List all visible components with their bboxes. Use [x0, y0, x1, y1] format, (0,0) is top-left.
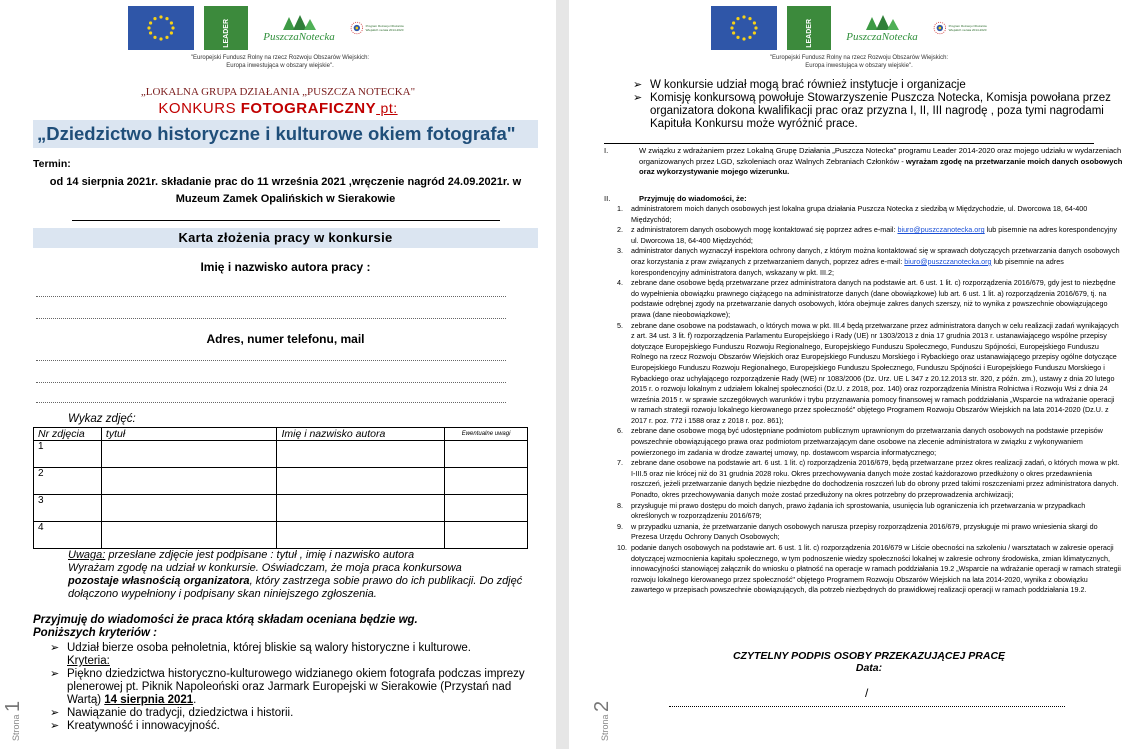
gdpr-item: 3. administrator danych wyznaczył inspektora ochrony danych, z którym można kontaktować się w sprawach dotyczących przetwarzania danych osobowych oraz korzystania z praw związanych z przetwarzaniem danych, poprzez adres e-mail: biuro@puszczanotecka.org lub pisemnie na adres korespondencyjny administratora danych, wskazany w pkt. III.2;	[617, 246, 1120, 277]
criteria-label: Kryteria:	[67, 655, 110, 667]
term-label: Termin:	[33, 158, 71, 170]
table-row	[34, 441, 528, 468]
prow-star-icon	[350, 15, 364, 41]
address-field-3[interactable]	[36, 402, 506, 403]
cell[interactable]	[277, 522, 445, 549]
gdpr-item: 2. z administratorem danych osobowych mogę kontaktować się poprzez adres e-mail: biuro@puszczanotecka.org lub pisemnie na adres korespondencyjny ul. Dworcowa 18, 64-400 Międzychód;	[617, 225, 1117, 245]
gdpr-list	[617, 204, 1121, 596]
logo-strip	[128, 6, 406, 52]
tree-icon	[862, 13, 902, 31]
fund-caption: "Europejski Fundusz Rolny na rzecz Rozwoju Obszarów Wiejskich: Europa inwestująca w obszary wiejskie".	[190, 55, 370, 69]
contest-dates: od 14 sierpnia 2021r. składanie prac do 11 września 2021 ,wręczenie nagród 24.09.2021r. w Muzeum Zamek Opalińskich w Sierakowie	[49, 176, 522, 205]
photo-list-table	[33, 427, 528, 549]
gdpr-item: 10. podanie danych osobowych na podstawie art. 6 ust. 1 lit. c) rozporządzenia 2016/679 w Liście obecności na szkoleniu / warsztatach w zakresie operacji dotyczącej wzmocnienia kapitału społecznego, w tym podnoszenie wiedzy społeczności lokalnej w zakresie ochrony środowiska, zmian klimatycznych, innowacyjności stanowiącej załącznik do wniosku o płatność na operacje w ramach poddziałania 19.2 „Wsparcie na wdrażanie operacji w ramach strategii rozwoju lokalnego kierowanego przez społeczność" objętego Programem Rozwoju Obszarów Wiejskich na lata 2014-2020, wynika z obowiązku zawartego w przepisach powszechnie obowiązujących, dla potrzeb niezbędnych do prawidłowej realizacji operacji w ramach poddziałania 19.2.	[617, 543, 1121, 595]
cell[interactable]	[445, 495, 528, 522]
page-2	[569, 0, 1129, 749]
signature-field[interactable]	[669, 706, 1065, 707]
cell[interactable]	[445, 441, 528, 468]
table-row	[34, 468, 528, 495]
tree-icon	[279, 13, 319, 31]
page-1	[0, 0, 556, 749]
table-row	[34, 495, 528, 522]
col-header: Imię i nazwisko autora	[277, 428, 445, 441]
consent-bold: pozostaje własnością organizatora	[68, 575, 250, 587]
criteria-list-1	[50, 642, 540, 655]
gdpr-item: 4. zebrane dane osobowe będą przetwarzane przez administratora danych na podstawie art. 6 ust. 1 lit. c) rozporządzenia 2016/679, gdy jest to niezbędne do wypełnienia obowiązku prawnego ciążącego na administratorze danych (dane obowiązkowe) lub art. 6 ust. 1 lit. a) rozporządzenia 2016/679, tj. na podstawie odrębnej zgody na przetwarzanie danych osobowych, która obejmuje zakres danych szerszy, niż to wynika z powszechnie obowiązującego prawa (dane nieobowiązkowe);	[617, 278, 1116, 319]
list-item: ➢ Piękno dziedzictwa historyczno-kulturowego widzianego okiem fotografa podczas imprezy plenerowej pt. Piknik Napoleoński oraz Jarmark Europejski w Sierakowie (Przystań nad Wartą) 14 sierpnia 2021.	[50, 668, 530, 707]
logo-strip	[711, 6, 989, 52]
address-field[interactable]	[36, 360, 506, 361]
page-number: Strona 1	[2, 700, 24, 741]
puszcza-notecka-logo: PuszczaNotecka	[258, 6, 340, 50]
list-item: ➢ Kreatywność i innowacyjność.	[50, 720, 530, 733]
gdpr-heading: II. Przyjmuję do wiadomości, że:	[604, 194, 747, 203]
divider	[604, 143, 1094, 144]
participation-list	[633, 79, 1121, 131]
prow-star-icon	[933, 15, 947, 41]
cell[interactable]	[101, 495, 277, 522]
email-link[interactable]: biuro@puszczanotecka.org	[897, 225, 985, 235]
address-field-2[interactable]	[36, 382, 506, 383]
eu-flag-logo	[711, 6, 777, 50]
cell[interactable]	[445, 522, 528, 549]
email-link[interactable]: biuro@puszczanotecka.org	[904, 256, 992, 266]
contest-heading: KONKURS FOTOGRAFICZNY pt:	[158, 100, 398, 117]
cell[interactable]	[445, 468, 528, 495]
col-header: Nr zdjęcia	[34, 428, 102, 441]
table-row	[34, 522, 528, 549]
list-item: ➢ Nawiązanie do tradycji, dziedzictwa i historii.	[50, 707, 530, 720]
date-slash: /	[865, 686, 869, 700]
cell[interactable]	[277, 441, 445, 468]
list-item: ➢ Komisję konkursową powołuje Stowarzyszenie Puszcza Notecka, Komisja powołana przez organizatora dokona kwalifikacji prac oraz przyzna I, II, III nagrodę , poza tymi nagrodami Kapituła Konkursu może wyróżnić prace.	[633, 92, 1121, 131]
address-label: Adres, numer telefonu, mail	[206, 332, 365, 346]
cell[interactable]	[101, 522, 277, 549]
fund-caption: "Europejski Fundusz Rolny na rzecz Rozwoju Obszarów Wiejskich: Europa inwestująca w obszary wiejskie".	[769, 55, 949, 69]
cell[interactable]	[101, 441, 277, 468]
author-name-field[interactable]	[36, 296, 506, 297]
gdpr-item: 9. w przypadku uznania, że przetwarzanie danych osobowych narusza przepisy rozporządzenia 2016/679, przysługuje mi prawo wniesienia skargi do Prezesa Urzędu Ochrony Danych Osobowych;	[617, 521, 1098, 542]
leader-logo: LEADER	[787, 6, 831, 50]
page-number: Strona 2	[591, 700, 613, 741]
row-number: 3	[34, 495, 102, 522]
prow-logo: Program Rozwoju Obszarów Wiejskich na lata 2014-2020	[350, 6, 406, 50]
leader-logo: LEADER	[204, 6, 248, 50]
table-header-row	[34, 428, 528, 441]
gdpr-item: 8. przysługuje mi prawo dostępu do moich danych, prawo żądania ich sprostowania, usunięcia lub ograniczenia ich przetwarzania w przypadkach określonych w rozporządzeniu 2016/679;	[617, 500, 1086, 521]
criteria-list-2	[50, 668, 530, 733]
author-name-field-2[interactable]	[36, 318, 506, 319]
row-number: 1	[34, 441, 102, 468]
prow-logo: Program Rozwoju Obszarów Wiejskich na lata 2014-2020	[933, 6, 989, 50]
puszcza-notecka-logo: PuszczaNotecka	[841, 6, 923, 50]
list-item: ➢ Udział bierze osoba pełnoletnia, której bliskie są walory historyczne i kulturowe.	[50, 642, 540, 655]
cell[interactable]	[277, 495, 445, 522]
lgd-name: „LOKALNA GRUPA DZIAŁANIA „PUSZCZA NOTECKA"	[140, 86, 416, 98]
consent-text: Wyrażam zgodę na udział w konkursie. Oświadczam, że moja praca konkursowa	[68, 562, 462, 574]
row-number: 2	[34, 468, 102, 495]
note-text: przesłane zdjęcie jest podpisane : tytuł , imię i nazwisko autora	[105, 549, 415, 561]
criteria-intro: Przyjmuję do wiadomości że praca którą składam oceniana będzie wg. Poniższych kryteriów :	[33, 614, 418, 639]
author-name-label: Imię i nazwisko autora pracy :	[200, 260, 371, 274]
contest-title: „Dziedzictwo historyczne i kulturowe okiem fotografa"	[33, 120, 538, 148]
eu-flag-logo	[128, 6, 194, 50]
cell[interactable]	[101, 468, 277, 495]
consent-text-2: , który zastrzega sobie prawo do ich publikacji. Do zdjęć dołączono wypełniony i podpisany skan niniejszego zgłoszenia.	[68, 575, 523, 600]
gdpr-item: 1. administratorem moich danych osobowych jest lokalna grupa działania Puszcza Notecka z siedzibą w Międzychodzie, ul. Dworcowa 18, 64-400 Międzychód;	[617, 204, 1088, 224]
note-paragraph	[68, 549, 538, 601]
col-header: Ewentualne uwagi	[445, 428, 528, 441]
signature-block: CZYTELNY PODPIS OSOBY PRZEKAZUJĄCEJ PRACĘ Data:	[732, 650, 1006, 674]
cell[interactable]	[277, 468, 445, 495]
note-label: Uwaga:	[68, 549, 106, 561]
gdpr-item: 7. zebrane dane osobowe na podstawie art. 6 ust. 1 lit. c) rozporządzenia 2016/679, będą przetwarzane przez okres realizacji zadań, o których mowa w pkt. I-III.5 oraz nie krócej niż do 31 grudnia 2028 roku. Okres przechowywania danych może zostać każdorazowo przedłużony o okres przedawnienia roszczeń, jeżeli przetwarzanie danych będzie niezbędne do dochodzenia roszczeń lub do obrony przed takimi roszczeniami przez administratora danych. Ponadto, okres przechowywania danych może zostać przedłużony na okres potrzebny do przeprowadzenia archiwizacji;	[617, 458, 1120, 500]
row-number: 4	[34, 522, 102, 549]
divider	[72, 220, 500, 221]
consent-section: I. W związku z wdrażaniem przez Lokalną Grupę Działania „Puszcza Notecka" programu Leader 2014-2020 oraz mojego udziału w wydarzeniach organizowanych przez LGD, szkoleniach oraz Walnych Zebraniach Członków - wyrażam zgodę na przetwarzanie moich danych osobowych oraz wykorzystywanie mojego wizerunku.	[604, 146, 1123, 177]
card-title: Karta złożenia pracy w konkursie	[33, 228, 538, 248]
gdpr-item: 6. zebrane dane osobowe mogą być udostępniane podmiotom publicznym uprawnionym do przetwarzania danych osobowych na podstawie przepisów powszechnie obowiązującego prawa oraz podmiotom przetwarzającym dane osobowe na zlecenie administratora w związku z wykonywaniem powierzonego im zadania w drodze zawartej umowy, np. dostawcom wsparcia informatycznego;	[617, 426, 1103, 457]
col-header: tytuł	[101, 428, 277, 441]
photo-list-label: Wykaz zdjęć:	[68, 413, 136, 425]
list-item: ➢ W konkursie udział mogą brać również instytucje i organizacje	[633, 79, 1121, 92]
gdpr-item: 5. zebrane dane osobowe na podstawach, o których mowa w pkt. III.4 będą przetwarzane przez administratora danych w celu realizacji zadań wynikających z art. 34 ust. 3 lit. f) rozporządzenia Parlamentu Europejskiego i Rady (UE) nr 1303/2013 z dnia 17 grudnia 2013 r. ustanawiającego wspólne przepisy dotyczące Europejskiego Funduszu Rozwoju Regionalnego, Europejskiego Funduszu Społecznego, Funduszu Spójności, Europejskiego Funduszu Rolnego na rzecz Rozwoju Obszarów Wiejskich oraz Europejskiego Funduszu Morskiego i Rybackiego oraz ustanawiającego przepisy ogólne dotyczące Europejskiego Funduszu Rozwoju Regionalnego, Europejskiego Funduszu Społecznego, Funduszu Spójności i Europejskiego Funduszu Morskiego i Rybackiego oraz uchylającego rozporządzenie Rady (WE) nr 1083/2006 (Dz. Urz. UE L 347 z 20.12.2013 str. 320, z późn. zm.), ustawy z dnia 20 lutego 2015 r. o rozwoju lokalnym z udziałem lokalnej społeczności (Dz.U. z 2018, poz. 140) oraz rozporządzenia Ministra Rolnictwa i Rozwoju Wsi z dnia 24 września 2015 r. w sprawie szczegółowych warunków i trybu przyznawania pomocy finansowej w ramach poddziałania „Wsparcie na wdrażanie operacji w ramach strategii rozwoju lokalnego kierowanego przez społeczność" objętego Programem Rozwoju Obszarów Wiejskich na lata 2014-2020 (Dz.U. z 2017 r. poz. 772 i 1588 oraz z 2018 r. poz. 861);	[617, 320, 1119, 425]
